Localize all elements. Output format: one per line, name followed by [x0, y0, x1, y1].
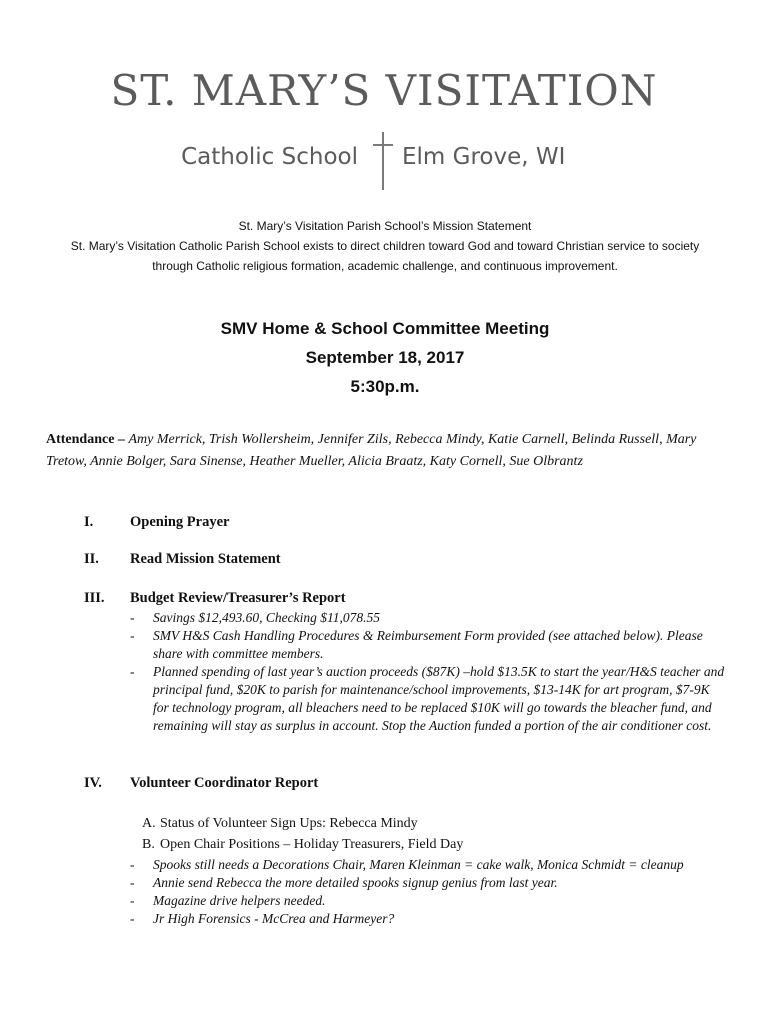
list-item — [130, 892, 726, 910]
bullet-text: Jr High Forensics - McCrea and Harmeyer? — [153, 911, 395, 926]
bullet-text: Planned spending of last year’s auction proceeds ($87K) –hold $13.5K to start the year/H&S teacher and principal fund, $20K to parish for maintenance/school improvements, $13-14K for art program, $7-9K for technology program, all bleachers need to be replaced $10K will go towards the bleacher fund, and remaining will stay as surplus in account. Stop the Auction funded a portion of the air conditioner cost. — [153, 664, 725, 733]
bullet-dash: - — [130, 911, 135, 926]
bullet-dash: - — [130, 893, 135, 908]
section-title: Volunteer Coordinator Report — [130, 775, 319, 791]
section-number: I. — [84, 514, 94, 530]
section-number: III. — [84, 590, 105, 606]
item-letter: B. — [142, 837, 155, 852]
cross-icon — [382, 132, 384, 190]
meeting-title: SMV Home & School Committee Meeting — [220, 319, 550, 338]
bullet-text: Annie send Rebecca the more detailed spooks signup genius from last year. — [153, 875, 558, 890]
attendance-label: Attendance – — [46, 432, 129, 447]
logo-location: Elm Grove, WI — [402, 144, 566, 170]
bullet-dash: - — [130, 857, 135, 872]
attendance — [46, 429, 736, 473]
bullet-text: Spooks still needs a Decorations Chair, Maren Kleinman = cake walk, Monica Schmidt = cleanup — [153, 857, 684, 872]
logo-school-name: ST. MARY’S VISITATION — [110, 66, 658, 115]
section-title: Read Mission Statement — [130, 551, 281, 567]
list-item — [130, 856, 726, 874]
attendance-names: Amy Merrick, Trish Wollersheim, Jennifer Zils, Rebecca Mindy, Katie Carnell, Belinda Russell, Mary Tretow, Annie Bolger, Sara Sinense, Heather Mueller, Alicia Braatz, Katy Cornell, Sue Olbrantz — [46, 432, 697, 469]
school-logo — [92, 66, 676, 208]
budget-bullets — [130, 609, 726, 735]
mission-line-1: St. Mary’s Visitation Catholic Parish School exists to direct children toward God and toward Christian service to society — [70, 239, 700, 253]
list-item — [142, 834, 722, 855]
mission-statement — [30, 216, 740, 276]
bullet-dash: - — [130, 875, 135, 890]
cross-icon-bar — [373, 144, 393, 146]
bullet-dash: - — [130, 664, 135, 679]
volunteer-lettered-list — [142, 813, 722, 855]
meeting-date: September 18, 2017 — [305, 348, 465, 367]
list-item — [130, 910, 726, 928]
item-text: Open Chair Positions – Holiday Treasurers, Field Day — [160, 837, 464, 852]
bullet-dash: - — [130, 610, 135, 625]
item-letter: A. — [142, 816, 156, 831]
section-title: Budget Review/Treasurer’s Report — [130, 590, 346, 606]
mission-heading: St. Mary’s Visitation Parish School’s Mission Statement — [238, 219, 532, 233]
list-item — [130, 627, 726, 663]
mission-line-2: through Catholic religious formation, academic challenge, and continuous improvement. — [152, 259, 618, 273]
bullet-text: Magazine drive helpers needed. — [153, 893, 326, 908]
list-item — [130, 609, 726, 627]
meeting-header — [0, 314, 770, 401]
list-item — [130, 874, 726, 892]
list-item — [130, 663, 726, 735]
bullet-dash: - — [130, 628, 135, 643]
section-number: IV. — [84, 775, 102, 791]
section-title: Opening Prayer — [130, 514, 230, 530]
bullet-text: SMV H&S Cash Handling Procedures & Reimbursement Form provided (see attached below). Please share with committee members. — [153, 628, 703, 661]
bullet-text: Savings $12,493.60, Checking $11,078.55 — [153, 610, 380, 625]
section-number: II. — [84, 551, 99, 567]
list-item — [142, 813, 722, 834]
meeting-time: 5:30p.m. — [350, 377, 420, 396]
volunteer-bullets — [130, 856, 726, 928]
item-text: Status of Volunteer Sign Ups: Rebecca Mindy — [160, 816, 418, 831]
logo-school-type: Catholic School — [181, 144, 358, 170]
logo-subline — [92, 144, 676, 184]
